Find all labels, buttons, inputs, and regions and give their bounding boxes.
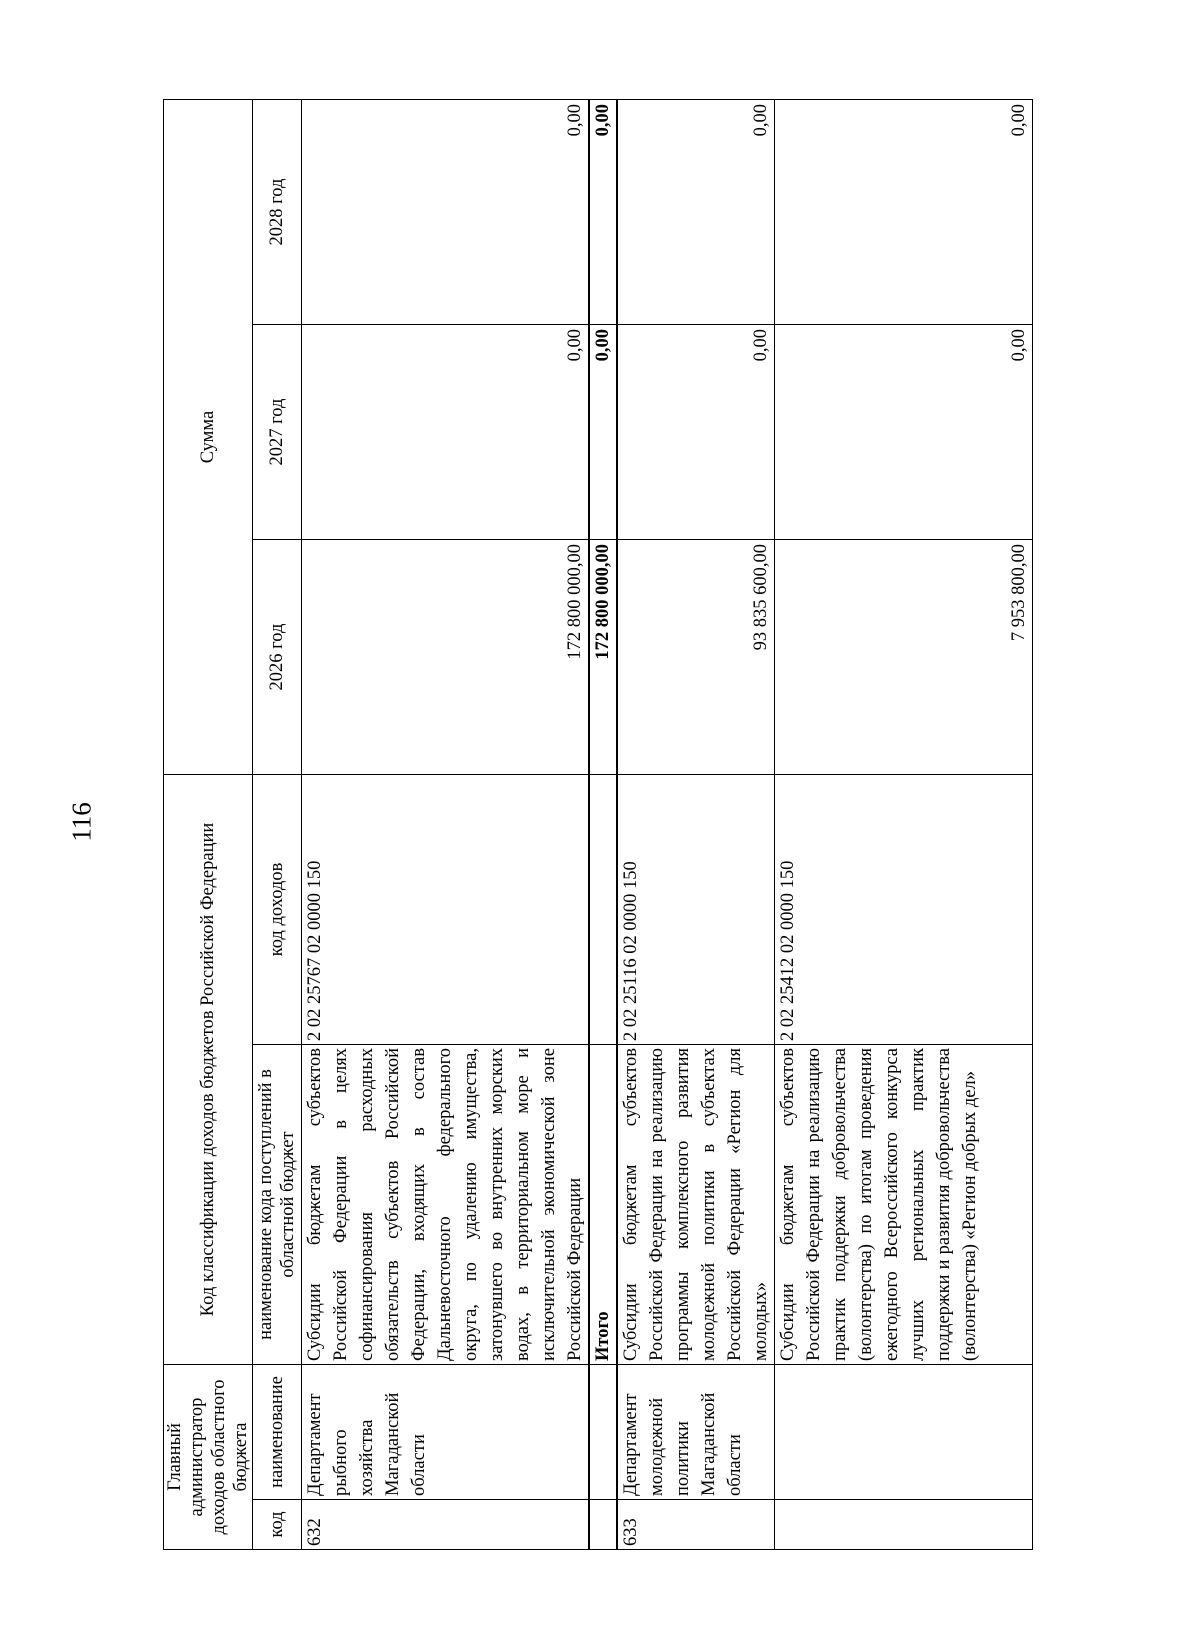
income-name: Субсидии бюджетам субъектов Российской Федерации на реализацию практик поддержки добровольчества (волонтерства) по итогам проведения ежегодного Всероссийского конкурса лучших региональных практик поддержки и развития добровольчества (волонтерства) «Регион добрых дел» [775, 1045, 1033, 1365]
header-name: наименование [253, 1365, 302, 1500]
income-name: Субсидии бюджетам субъектов Российской Федерации в целях софинансирования расходных обязательств субъектов Российской Федерации, входящих в состав Дальневосточного федерального округа, по удалению имущества, затонувшего во внутренних морских водах, в территориальном море и исключительной экономической зоне Российской Федерации [302, 1045, 590, 1365]
header-classification-group: Код классификации доходов бюджетов Российской Федерации [164, 775, 253, 1365]
admin-code [775, 1500, 1033, 1550]
amount-2028: 0,00 [775, 100, 1033, 325]
amount-2026: 93 835 600,00 [617, 540, 775, 775]
amount-2028: 0,00 [617, 100, 775, 325]
header-2027: 2027 год [253, 325, 302, 540]
admin-code: 633 [617, 1500, 775, 1550]
income-code: 2 02 25767 02 0000 150 [302, 775, 590, 1045]
total-row [589, 100, 617, 1550]
header-2028: 2028 год [253, 100, 302, 325]
admin-name [775, 1365, 1033, 1500]
header-2026: 2026 год [253, 540, 302, 775]
amount-2027: 0,00 [775, 325, 1033, 540]
header-code: код [253, 1500, 302, 1550]
rotated-table-container [163, 100, 1048, 1550]
total-2026: 172 800 000,00 [589, 540, 617, 775]
total-2028: 0,00 [589, 100, 617, 325]
income-name: Субсидии бюджетам субъектов Российской Федерации на реализацию программы комплексного развития молодежной политики в субъектах Российской Федерации «Регион для молодых» [617, 1045, 775, 1365]
table-row [617, 100, 775, 1550]
total-code-cell [589, 1500, 617, 1550]
amount-2027: 0,00 [617, 325, 775, 540]
admin-name: Департамент рыбного хозяйства Магаданской области [302, 1365, 590, 1500]
amount-2028: 0,00 [302, 100, 590, 325]
total-name-cell [589, 1365, 617, 1500]
admin-name: Департамент молодежной политики Магаданской области [617, 1365, 775, 1500]
amount-2026: 7 953 800,00 [775, 540, 1033, 775]
amount-2027: 0,00 [302, 325, 590, 540]
admin-code: 632 [302, 1500, 590, 1550]
page-number: 116 [66, 802, 97, 842]
header-sum-group: Сумма [164, 100, 253, 775]
income-code: 2 02 25412 02 0000 150 [775, 775, 1033, 1045]
table-row [302, 100, 590, 1550]
total-label: Итого [589, 1045, 617, 1365]
header-income-code: код доходов [253, 775, 302, 1045]
income-code: 2 02 25116 02 0000 150 [617, 775, 775, 1045]
total-2027: 0,00 [589, 325, 617, 540]
header-admin-group: Главный администратор доходов областного бюджета [164, 1365, 253, 1550]
total-income-code-cell [589, 775, 617, 1045]
income-table [163, 99, 1033, 1550]
table-row [775, 100, 1033, 1550]
header-income-name: наименование кода поступлений в областной бюджет [253, 1045, 302, 1365]
amount-2026: 172 800 000,00 [302, 540, 590, 775]
